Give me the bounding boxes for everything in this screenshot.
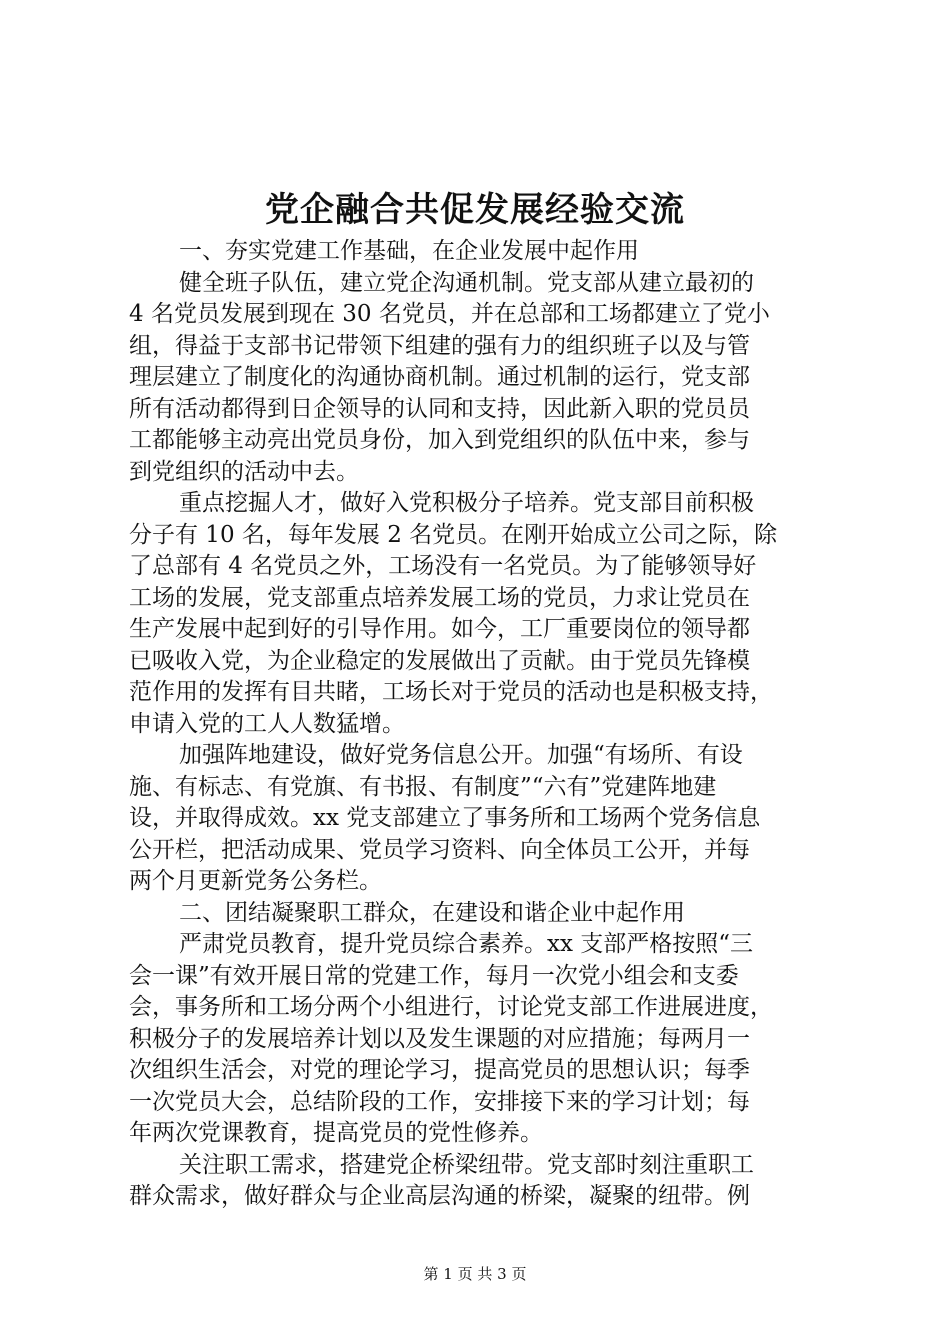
document-body [129, 236, 829, 1213]
body-line: 分子有 10 名，每年发展 2 名党员。在刚开始成立公司之际，除 [129, 521, 778, 548]
body-line: 一次党员大会，总结阶段的工作，安排接下来的学习计划；每 [129, 1088, 750, 1115]
body-line: 关注职工需求，搭建党企桥梁纽带。党支部时刻注重职工 [179, 1151, 754, 1178]
body-line: 会，事务所和工场分两个小组进行，讨论党支部工作进展进度， [129, 994, 773, 1020]
body-line: 次组织生活会，对党的理论学习，提高党员的思想认识；每季 [129, 1057, 750, 1083]
page-footer: 第 1 页 共 3 页 [423, 1265, 527, 1283]
body-line: 施、有标志、有党旗、有书报、有制度”“六有”党建阵地建 [129, 773, 717, 800]
body-line: 年两次党课教育，提高党员的党性修养。 [129, 1120, 543, 1146]
body-line: 组，得益于支部书记带领下组建的强有力的组织班子以及与管 [129, 332, 750, 359]
body-line: 申请入党的工人人数猛增。 [129, 710, 405, 737]
body-line: 一、夯实党建工作基础，在企业发展中起作用 [179, 238, 639, 264]
body-line: 严肃党员教育，提升党员综合素养。xx 支部严格按照“三 [179, 931, 754, 957]
body-line: 工都能够主动亮出党员身份，加入到党组织的队伍中来，参与 [129, 427, 750, 453]
document-title: 党企融合共促发展经验交流 [265, 190, 685, 230]
body-line: 设，并取得成效。xx 党支部建立了事务所和工场两个党务信息 [129, 805, 761, 831]
body-line: 4 名党员发展到现在 30 名党员，并在总部和工场都建立了党小 [129, 301, 770, 327]
body-line: 二、团结凝聚职工群众，在建设和谐企业中起作用 [179, 899, 685, 926]
body-line: 群众需求，做好群众与企业高层沟通的桥梁，凝聚的纽带。例 [129, 1183, 750, 1209]
body-line: 公开栏，把活动成果、党员学习资料、向全体员工公开，并每 [129, 836, 750, 863]
body-line: 所有活动都得到日企领导的认同和支持，因此新入职的党员员 [129, 395, 750, 422]
body-line: 两个月更新党务公务栏。 [129, 868, 382, 894]
body-line: 理层建立了制度化的沟通协商机制。通过机制的运行，党支部 [129, 364, 750, 390]
body-line: 加强阵地建设，做好党务信息公开。加强“有场所、有设 [179, 742, 743, 768]
body-line: 重点挖掘人才，做好入党积极分子培养。党支部目前积极 [179, 490, 754, 516]
body-line: 了总部有 4 名党员之外，工场没有一名党员。为了能够领导好 [129, 553, 757, 579]
body-line: 到党组织的活动中去。 [129, 458, 359, 485]
body-line: 已吸收入党，为企业稳定的发展做出了贡献。由于党员先锋模 [129, 647, 750, 674]
body-line: 范作用的发挥有目共睹，工场长对于党员的活动也是积极支持， [129, 679, 773, 705]
body-line: 积极分子的发展培养计划以及发生课题的对应措施；每两月一 [129, 1025, 750, 1052]
body-line: 会一课”有效开展日常的党建工作，每月一次党小组会和支委 [129, 962, 739, 989]
body-line: 健全班子队伍，建立党企沟通机制。党支部从建立最初的 [179, 269, 754, 296]
body-line: 生产发展中起到好的引导作用。如今，工厂重要岗位的领导都 [129, 616, 750, 642]
body-line: 工场的发展，党支部重点培养发展工场的党员，力求让党员在 [129, 584, 750, 611]
